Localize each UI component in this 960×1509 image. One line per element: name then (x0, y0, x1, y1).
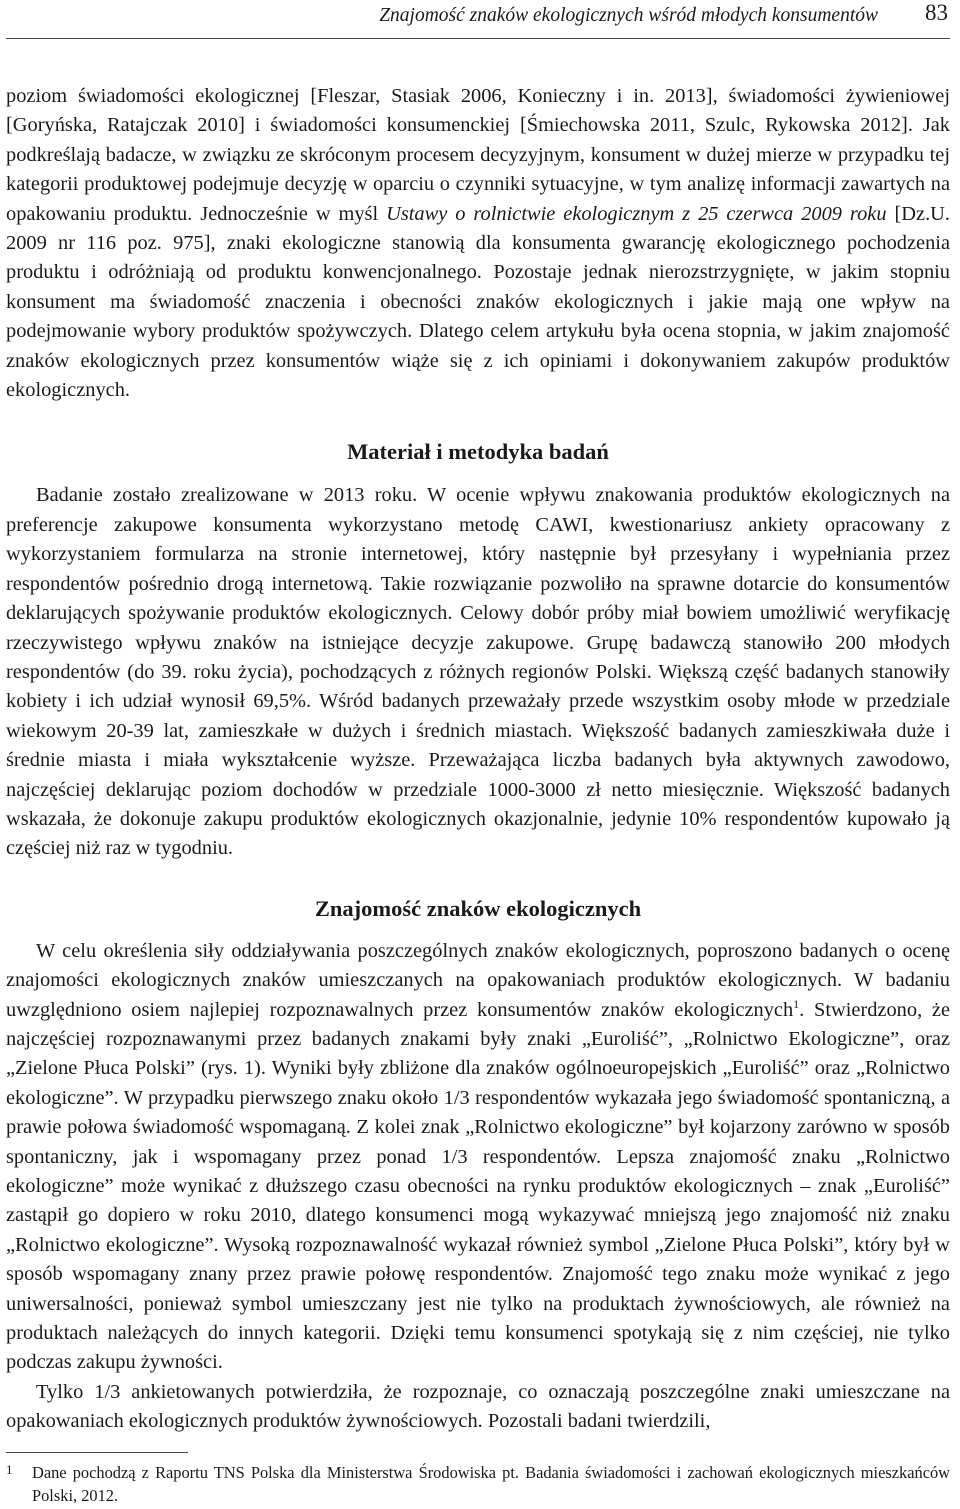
act-title: Ustawy o rolnictwie ekologicznym z 25 czerwca 2009 roku (386, 202, 887, 225)
footnote-rule (6, 1452, 188, 1453)
page-number: 83 (925, 0, 948, 25)
running-head (0, 0, 960, 46)
section-heading-knowledge: Znajomość znaków ekologicznych (314, 895, 642, 921)
footnote (6, 1461, 950, 1507)
footnote-reference[interactable]: 1 (793, 996, 800, 1011)
knowledge-paragraph-2: Tylko 1/3 ankietowanych potwierdziła, że rozpoznaje, co oznaczają poszczególne znaki umieszczane na opakowaniach ekologicznych produktów żywnościowych. Pozostali badani twierdzili, (6, 1380, 950, 1433)
footnote-text: Dane pochodzą z Raportu TNS Polska dla Ministerstwa Środowiska pt. Badania świadomości i zachowań ekologicznych mieszkańców Polski, 2012. (32, 1463, 950, 1505)
footnote-mark: 1 (6, 1462, 13, 1477)
intro-paragraph (6, 82, 950, 405)
section-heading-materials: Materiał i metodyka badań (347, 439, 609, 465)
knowledge-paragraph-1 (6, 937, 950, 1378)
running-title: Znajomość znaków ekologicznych wśród młodych konsumentów (379, 5, 878, 26)
body-text (6, 82, 950, 1437)
footnote-area (6, 1452, 950, 1507)
knowledge-p1-rest: . Stwierdzono, że najczęściej rozpoznawanymi przez badanych znakami były znaki „Euroliść”, „Rolnictwo Ekologiczne”, oraz „Zielone Płuca Polski” (rys. 1). Wyniki były zbliżone dla znaków ogólnoeuropejskich „Euroliść” oraz „Rolnictwo ekologiczne”. W przypadku pierwszego znaku około 1/3 respondentów wykazała jego świadomość spontaniczną, a prawie połowa świadomość wspomaganą. Z kolei znak „Rolnictwo ekologiczne” był kojarzony zarówno w sposób spontaniczny, jak i wspomagany przez ponad 1/3 respondentów. Lepsza znajomość znaku „Rolnictwo ekologiczne” może wynikać z dłuższego czasu obecności na rynku produktów ekologicznych – znak „Euroliść” zastąpił go dopiero w roku 2010, dlatego konsumenci mogą wykazywać mniejszą jego znajomość niż znaku „Rolnictwo ekologiczne”. Wysoką rozpoznawalność wykazał również symbol „Zielone Płuca Polski”, który był w sposób wspomagany znany przez prawie połowę respondentów. Znajomość tego znaku może wynikać z jego uniwersalności, ponieważ symbol umieszczany jest nie tylko na produktach żywnościowych, ale również na produktach należących do innych kategorii. Dzięki temu konsumenci spotykają się z nim częściej, nie tylko podczas zakupu żywności. (6, 998, 950, 1374)
knowledge-p1-start: W celu określenia siły oddziaływania poszczególnych znaków ekologicznych, poproszono badanych o ocenę znajomości ekologicznych znaków umieszczanych na opakowaniach produktów ekologicznych. W badaniu uwzględniono osiem najlepiej rozpoznawalnych przez konsumentów znaków ekologicznych (6, 939, 950, 1021)
intro-lead: poziom świadomości ekologicznej [Fleszar, Stasiak 2006, Konieczny i in. 2013], świadomości żywieniowej [Goryńska, Ratajczak 2010] i świadomości konsumenckiej [Śmiechowska 2011, Szulc, Rykowska 2012]. Jak podkreślają badacze, w związku ze skróconym procesem decyzyjnym, konsument w dużej mierze w przypadku tej kategorii produktowej podejmuje decyzję w oparciu o czynniki sytuacyjne, w tym analizę informacji zawartych na opakowaniu produktu. Jednocześnie w myśl (6, 85, 950, 225)
header-rule (6, 38, 950, 39)
intro-tail: [Dz.U. 2009 nr 116 poz. 975], znaki ekologiczne stanowią dla konsumenta gwarancję ekologicznego pochodzenia produktu i odróżniają od produktu konwencjonalnego. Pozostaje jednak nierozstrzygnięte, w jakim stopniu konsument ma świadomość znaczenia i obecności znaków ekologicznych i jakie mają one wpływ na podejmowanie wybory produktów spożywczych. Dlatego celem artykułu była ocena stopnia, w jakim znajomość znaków ekologicznych przez konsumentów wiąże się z ich opiniami i dokonywaniem zakupów produktów ekologicznych. (6, 202, 950, 402)
materials-paragraph: Badanie zostało zrealizowane w 2013 roku. W ocenie wpływu znakowania produktów ekologicznych na preferencje zakupowe konsumenta wykorzystano metodę CAWI, kwestionariusz ankiety opracowany z wykorzystaniem formularza na stronie internetowej, który następnie był przesyłany i wypełniania przez respondentów pośrednio drogą internetową. Takie rozwiązanie pozwoliło na sprawne dotarcie do konsumentów deklarujących spożywanie produktów ekologicznych. Celowy dobór próby miał bowiem umożliwić weryfikację rzeczywistego wpływu znaków na istniejące decyzje zakupowe. Grupę badawczą stanowiło 200 młodych respondentów (do 39. roku życia), pochodzących z różnych regionów Polski. Większą część badanych stanowiły kobiety i ich udział wynosił 69,5%. Wśród badanych przeważały przede wszystkim osoby młode w przedziale wiekowym 20-39 lat, zamieszkałe w dużych i średnich miastach. Większość badanych zamieszkiwała duże i średnie miasta i miała wykształcenie wyższe. Przeważająca liczba badanych była aktywnych zawodowo, najczęściej deklarując poziom dochodów w przedziale 1000-3000 zł netto miesięcznie. Większość badanych wskazała, że dokonuje zakupu produktów ekologicznych okazjonalnie, jedynie 10% respondentów kupowało ją częściej niż raz w tygodniu. (6, 484, 950, 860)
